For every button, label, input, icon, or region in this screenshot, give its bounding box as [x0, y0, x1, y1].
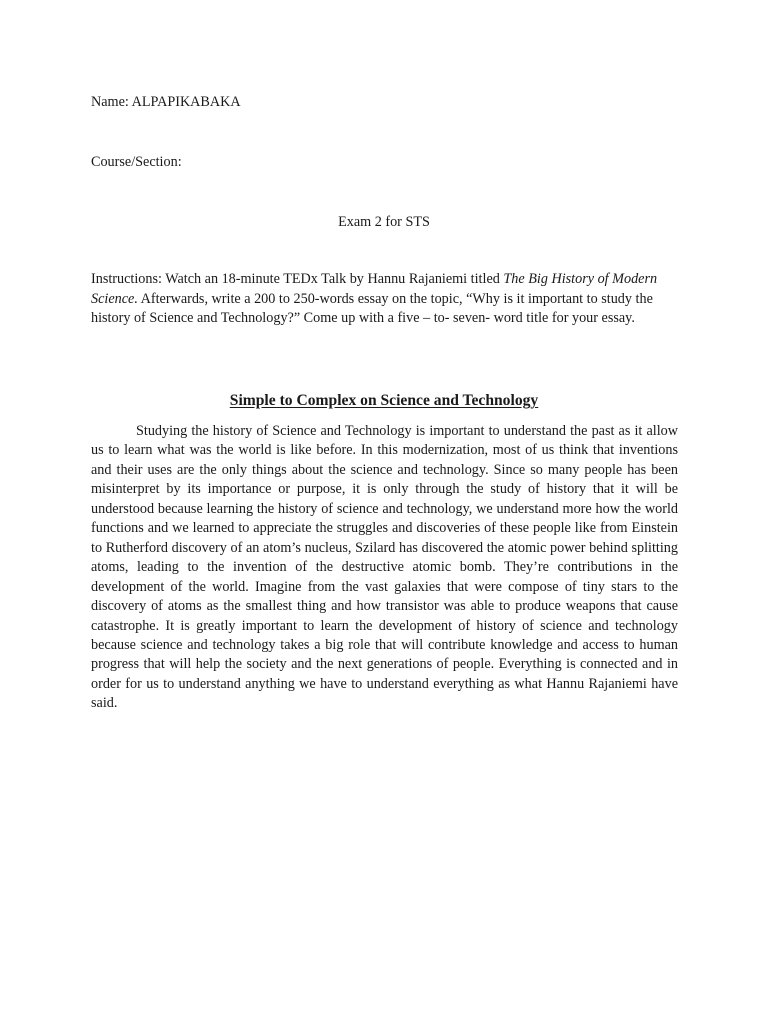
instructions-paragraph	[91, 270, 681, 329]
name-line: Name: ALPAPIKABAKA	[91, 94, 241, 110]
talk-title: The Big History of Modern Science.	[91, 271, 658, 307]
exam-title: Exam 2 for STS	[338, 214, 430, 230]
instructions-text-end: Afterwards, write a 200 to 250-words essay on the topic, “Why is it important to study the history of Science and Technology?” Come up with a five – to- seven- word title for your essay.	[91, 290, 653, 327]
course-section-line: Course/Section:	[91, 154, 182, 170]
essay-body: Studying the history of Science and Technology is important to understand the past as it allow us to learn what was the world is like before. In this modernization, most of us think that inventions and their uses are the only things about the science and technology. Since so many people has been misinterpret by its importance or purpose, it is only through the study of history that it will be understood because learning the history of science and technology, we understand more how the world functions and we learned to appreciate the struggles and discoveries of these people like from Einstein to Rutherford discovery of an atom’s nucleus, Szilard has discovered the atomic power behind splitting atoms, leading to the invention of the destructive atomic bomb. They’re contributions in the development of the world. Imagine from the vast galaxies that were compose of tiny stars to the discovery of atoms as the smallest thing and how transistor was able to produce weapons that cause catastrophe. It is greatly important to learn the development of history of science and technology because science and technology takes a big role that will contribute knowledge and access to human progress that will help the society and the next generations of people. Everything is connected and in order for us to understand anything we have to understand everything as what Hannu Rajaniemi have said.	[91, 423, 678, 712]
essay-title: Simple to Complex on Science and Technology	[229, 392, 539, 409]
instructions-text-start: Instructions: Watch an 18-minute TEDx Talk by Hannu Rajaniemi titled	[91, 271, 504, 287]
